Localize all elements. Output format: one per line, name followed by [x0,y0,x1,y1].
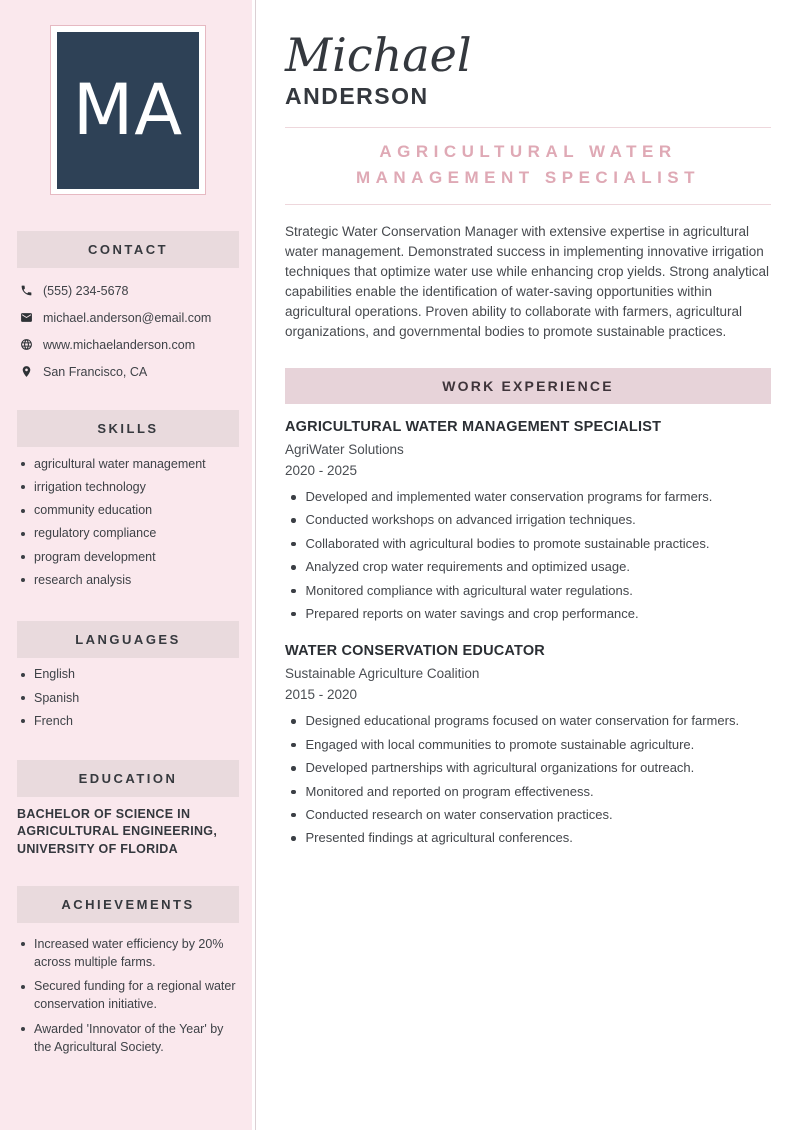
achievements-section-header: ACHIEVEMENTS [17,886,239,923]
skills-list [17,454,239,594]
job-bullet: Prepared reports on water savings and crop performance. [285,605,771,628]
sidebar [0,0,252,1130]
languages-list [17,665,239,735]
job-entry [285,643,771,852]
achievement-item: Increased water efficiency by 20% across multiple farms. [17,934,239,971]
bullet-dot [21,509,25,513]
job-dates: 2015 - 2020 [285,687,358,703]
monogram-initials: MA [72,69,184,151]
location-icon [20,365,33,378]
last-name: ANDERSON [285,83,429,109]
bullet-dot [291,836,296,841]
language-item: French [17,711,239,734]
skill-item: agricultural water management [17,454,239,477]
job-dates: 2020 - 2025 [285,463,358,478]
monogram-frame [50,25,206,195]
bullet-dot [291,495,296,500]
main-content [256,0,800,1130]
bullet-dot [291,518,296,523]
bullet-dot [21,719,25,723]
job-bullet: Conducted research on water conservation practices. [285,806,771,829]
job-title: AGRICULTURAL WATER MANAGEMENT SPECIALIST [285,419,662,435]
website-url: www.michaelanderson.com [43,337,196,352]
bullet-dot [291,790,296,795]
envelope-icon [20,311,33,324]
languages-section-header: LANGUAGES [17,621,239,658]
contact-row-phone [17,277,239,304]
job-company: Sustainable Agriculture Coalition [285,666,480,682]
bullet-dot [291,542,296,547]
language-item: English [17,665,239,688]
work-experience-header: WORK EXPERIENCE [285,368,771,404]
bullet-dot [291,589,296,594]
bullet-dot [21,696,25,700]
job-entry [285,419,771,628]
education-section-header: EDUCATION [17,760,239,797]
skills-section-header: SKILLS [17,410,239,447]
job-bullet-list [285,712,771,852]
bullet-dot [21,485,25,489]
job-bullet: Conducted workshops on advanced irrigation techniques. [285,511,771,534]
phone-icon [20,284,33,297]
bullet-dot [21,673,25,677]
bullet-dot [21,985,25,989]
bullet-dot [21,1027,25,1031]
bullet-dot [21,462,25,466]
skill-item: community education [17,501,239,524]
job-bullet-list [285,488,771,628]
contact-list [17,277,239,385]
contact-section-header: CONTACT [17,231,239,268]
job-title: WATER CONSERVATION EDUCATOR [285,643,545,660]
phone-number: (555) 234-5678 [43,283,129,298]
achievements-list [17,934,239,1056]
bullet-dot [291,743,296,748]
skill-item: regulatory compliance [17,524,239,547]
bullet-dot [291,813,296,818]
job-bullet: Monitored and reported on program effectiveness. [285,783,771,806]
achievement-item: Secured funding for a regional water conservation initiative. [17,977,239,1014]
professional-summary: Strategic Water Conservation Manager with extensive expertise in agricultural water management. Demonstrated success in implementing innovative irrigation techniques that optimize water use while enhancing crop yields. Strong analytical capabilities enable the identification of water-saving opportunities within agricultural operations. Proven ability to collaborate with farmers, agricultural organizations, and governmental bodies to promote sustainable practices. [285,224,770,339]
bullet-dot [291,612,296,617]
bullet-dot [21,942,25,946]
first-name: Michael [285,28,472,82]
job-company: AgriWater Solutions [285,442,404,457]
language-item: Spanish [17,688,239,711]
bullet-dot [21,555,25,559]
skill-item: program development [17,547,239,570]
job-bullet: Monitored compliance with agricultural water regulations. [285,582,771,605]
bullet-dot [291,766,296,771]
job-bullet: Developed and implemented water conservation programs for farmers. [285,488,771,511]
job-bullet: Designed educational programs focused on water conservation for farmers. [285,712,771,735]
achievement-item: Awarded 'Innovator of the Year' by the Agricultural Society. [17,1019,239,1056]
email-address: michael.anderson@email.com [43,310,212,325]
location-text: San Francisco, CA [43,364,148,379]
skill-item: research analysis [17,570,239,593]
job-bullet: Presented findings at agricultural conferences. [285,829,771,852]
title-divider-bottom [285,204,771,205]
bullet-dot [291,565,296,570]
globe-icon [20,338,33,351]
monogram-box [57,32,199,189]
job-bullet: Developed partnerships with agricultural organizations for outreach. [285,759,771,782]
bullet-dot [291,719,296,724]
education-degree: BACHELOR OF SCIENCE IN AGRICULTURAL ENGINEERING, UNIVERSITY OF FLORIDA [17,806,218,856]
title-divider-top [285,127,771,128]
contact-row-email [17,304,239,331]
job-bullet: Collaborated with agricultural bodies to promote sustainable practices. [285,535,771,558]
bullet-dot [21,532,25,536]
contact-row-website [17,331,239,358]
skill-item: irrigation technology [17,477,239,500]
role-title: AGRICULTURAL WATER MANAGEMENT SPECIALIST [355,142,701,187]
bullet-dot [21,578,25,582]
job-bullet: Engaged with local communities to promote sustainable agriculture. [285,736,771,759]
job-bullet: Analyzed crop water requirements and optimized usage. [285,558,771,581]
contact-row-location [17,358,239,385]
